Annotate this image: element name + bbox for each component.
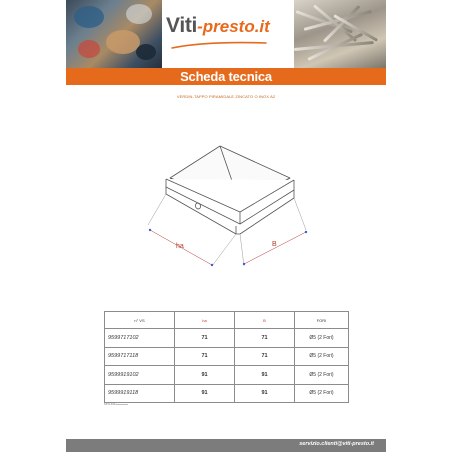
table-row — [105, 329, 349, 348]
table-row — [105, 347, 349, 366]
sheet-title: Scheda tecnica — [180, 69, 272, 84]
footer-email[interactable]: servizio.clienti@viti-presto.it — [299, 441, 374, 447]
cell-b: 71 — [235, 329, 295, 348]
cell-b: 91 — [235, 384, 295, 403]
product-subtitle: VERDIN-TAPPO PIRAMIDALE ZINCATO O INOX A2 — [176, 94, 276, 99]
spec-table — [104, 311, 349, 403]
table-header-row — [105, 312, 349, 329]
cell-code: 9599717102 — [105, 329, 175, 348]
cell-ha: 71 — [175, 329, 235, 348]
dimension-label-b: B — [272, 241, 277, 248]
table-row — [105, 366, 349, 385]
logo-swoosh-icon — [166, 40, 292, 50]
header-fori: FORI — [295, 312, 349, 329]
header — [66, 0, 386, 68]
pyramid-cap-drawing — [140, 138, 310, 272]
cell-ha: 91 — [175, 384, 235, 403]
note-underline — [116, 404, 128, 405]
cell-ha: 91 — [175, 366, 235, 385]
header-b: B — [235, 312, 295, 329]
logo-main-text: Viti — [166, 14, 198, 37]
header-ha: ha — [175, 312, 235, 329]
cell-code: 9599919118 — [105, 384, 175, 403]
logo-accent-text: -presto.it — [197, 17, 270, 36]
cell-code: 9599919102 — [105, 366, 175, 385]
title-band — [66, 68, 386, 85]
cell-fori: Ø5 (2 Fori) — [295, 347, 349, 366]
cell-code: 9599717118 — [105, 347, 175, 366]
cell-fori: Ø5 (2 Fori) — [295, 366, 349, 385]
cell-ha: 71 — [175, 347, 235, 366]
cell-fori: Ø5 (2 Fori) — [295, 384, 349, 403]
cell-fori: Ø5 (2 Fori) — [295, 329, 349, 348]
footer-bar — [66, 439, 386, 452]
header-code: n° VS — [105, 312, 175, 329]
tools-photo — [66, 0, 162, 68]
table-row — [105, 384, 349, 403]
screws-photo — [294, 0, 386, 68]
measures-note: MISURE: — [104, 402, 117, 406]
cell-b: 71 — [235, 347, 295, 366]
dimension-label-ha: ha — [176, 243, 184, 250]
cell-b: 91 — [235, 366, 295, 385]
